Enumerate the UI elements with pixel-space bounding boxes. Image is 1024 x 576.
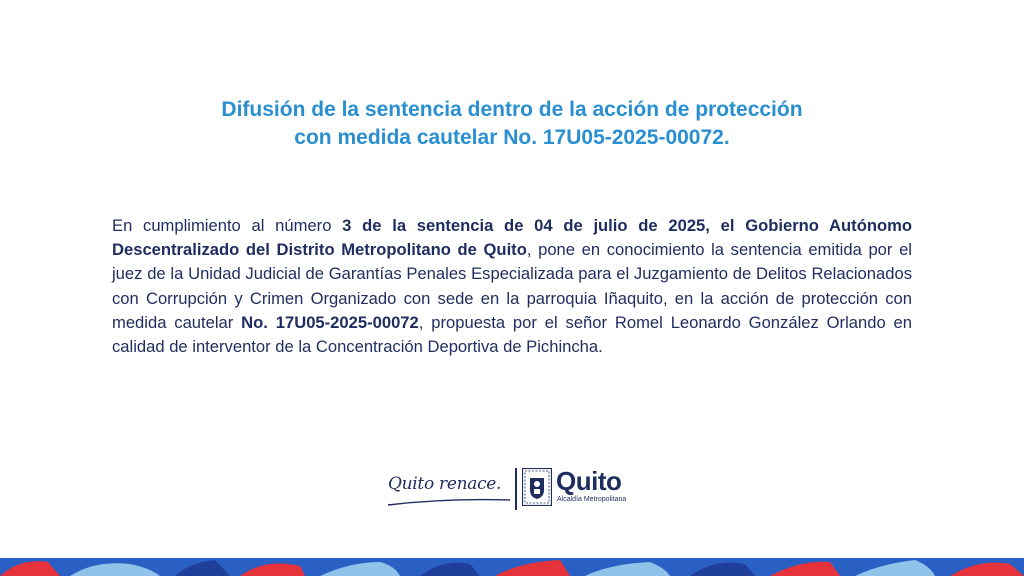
page-title bbox=[0, 96, 1024, 152]
decorative-footer-band bbox=[0, 558, 1024, 576]
slogan-swoosh-icon bbox=[386, 496, 514, 508]
coat-of-arms-icon bbox=[522, 468, 552, 506]
paragraph-bold-1: 3 de la sentencia de 04 de julio de 2025, el Gobierno Autónomo Descentralizado del Distrito Metropolitano de Quito bbox=[112, 216, 913, 260]
paragraph-text-3: , propuesta por el señor Romel Leonardo González Orlando en calidad de interventor de la Concentración Deportiva de Pichincha. bbox=[112, 312, 912, 357]
paragraph-text-2: , pone en conocimiento la sentencia emitida por el juez de la Unidad Judicial de Garantías Penales Especializada para el Juzgamiento de Delitos Relacionados con Corrupción y Crimen Organizado con sede en la parroquia Iñaquito, en la acción de protección con medida cautelar bbox=[112, 240, 912, 332]
paragraph-bold-2: No. 17U05-2025-00072 bbox=[241, 312, 419, 332]
logo-divider bbox=[515, 468, 517, 510]
quito-renace-logo bbox=[386, 470, 516, 510]
brand-subtitle: Alcaldía Metropolitana bbox=[557, 496, 627, 503]
title-line-1: Difusión de la sentencia dentro de la acción de protección bbox=[221, 98, 803, 121]
footer-pattern bbox=[0, 558, 1024, 576]
brand-wordmark: Quito bbox=[556, 466, 622, 496]
paragraph-text-1: En cumplimiento al número bbox=[112, 216, 343, 235]
slogan-text: Quito renace. bbox=[388, 474, 502, 494]
logo-group bbox=[386, 466, 646, 514]
notice-paragraph bbox=[112, 214, 912, 359]
title-line-2: con medida cautelar No. 17U05-2025-00072. bbox=[294, 126, 730, 149]
